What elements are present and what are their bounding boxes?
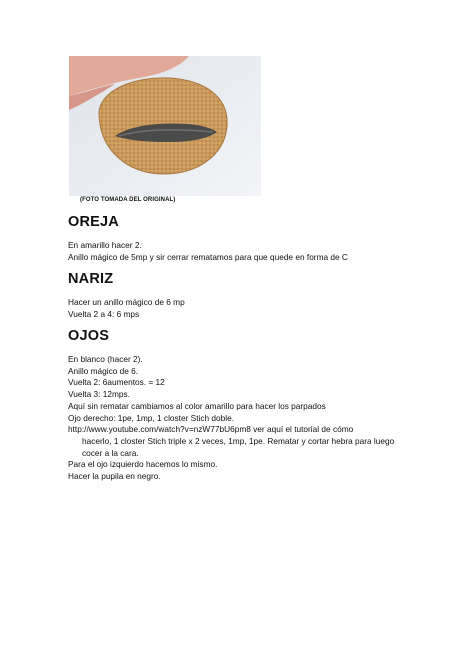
text-line: Ojo derecho: 1pe, 1mp, 1 closter Stich doble.: [68, 412, 235, 423]
section-body-nariz: [68, 297, 398, 320]
text-line: Anillo mágico de 5mp y sir cerrar rematamos para que quede en forma de C: [68, 251, 348, 262]
section-body-ojos: [68, 354, 398, 483]
section-title-ojos: OJOS: [68, 328, 110, 344]
text-line: cocer a la cara.: [82, 447, 139, 458]
section-title-oreja: OREJA: [68, 214, 119, 230]
text-line: Vuelta 2: 6aumentos. = 12: [68, 377, 165, 388]
text-line: Hacer la pupila en negro.: [68, 471, 161, 482]
text-line: Aquí sin rematar cambiamos al color amarillo para hacer los parpados: [68, 400, 326, 411]
photo-caption: (FOTO TOMADA DEL ORIGINAL): [80, 197, 176, 203]
text-line: En blanco (hacer 2).: [68, 354, 143, 364]
text-line: Anillo mágico de 6.: [68, 365, 139, 376]
text-line: Hacer un anillo mágico de 6 mp: [68, 297, 185, 307]
text-line: hacerlo, 1 closter Stich triple x 2 veces, 1mp, 1pe. Rematar y cortar hebra para luego: [82, 435, 395, 446]
section-body-oreja: [68, 240, 398, 263]
crochet-ear-illustration: [69, 56, 261, 196]
youtube-link-line[interactable]: http://www.youtube.com/watch?v=nzW77bU6pm8 ver aquí el tutorial de cómo: [68, 424, 354, 435]
text-line: Para el ojo izquierdo hacemos lo mismo.: [68, 459, 218, 470]
text-line: Vuelta 3: 12mps.: [68, 389, 130, 400]
text-line: En amarillo hacer 2.: [68, 240, 142, 250]
section-title-nariz: NARIZ: [68, 271, 114, 287]
crochet-ear-photo: [69, 56, 261, 196]
text-line: Vuelta 2 a 4: 6 mps: [68, 308, 140, 319]
